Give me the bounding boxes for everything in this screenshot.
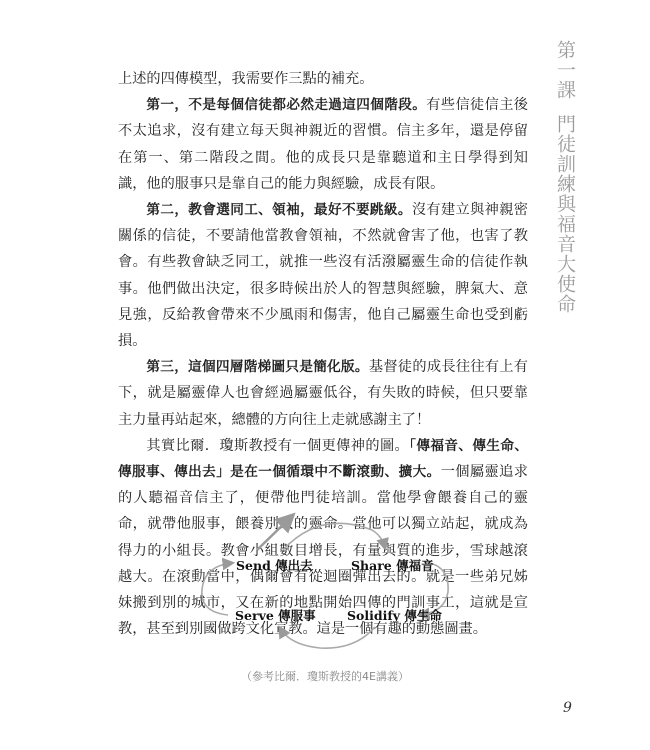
paragraph-point-2: 第二，教會選同工、領袖，最好不要跳級。沒有建立與神親密關係的信徒，不要請他當教會領袖，不然就會害了他，也害了教會。有些教會缺乏同工，就推一些沒有活潑屬靈生命的信徒作執事。他們做出決定，很多時候出於人的智慧與經驗，脾氣大、意見強，反給教會帶來不少風雨和傷害，他自己屬靈生命也受到虧損。 [118, 202, 528, 350]
paragraph-intro: 上述的四傳模型，我需要作三點的補充。 [118, 71, 374, 87]
paragraph-cycle: 其實比爾．瓊斯教授有一個更傳神的圖。「傳福音、傳生命、傳服事、傳出去」是在一個循環中不斷滾動、擴大。一個屬靈追求的人聽福音信主了，便帶他門徒培訓。當他學會餵養自己的靈命，就帶他服事，餵養別人的靈命。當他可以獨立站起，就成為得力的小組長。教會小組數目增長，有量與質的進步，雪球越滾越大。在滾動當中，偶爾會有從迴圈彈出去的。就是一些弟兄姊妹搬到別的城市，又在新的地點開始四傳的門訓事工，這就是宣教，甚至到別國做跨文化宣教。這是一個有趣的動態圖畫。 [118, 437, 528, 638]
point-3-heading: 第三，這個四層階梯圖只是簡化版。 [146, 359, 369, 376]
body-text [118, 66, 528, 642]
page-number: 9 [563, 700, 572, 716]
point-2-heading: 第二，教會選同工、領袖，最好不要跳級。 [146, 202, 412, 219]
node-solidify: Solidify 傳生命 [347, 608, 442, 623]
point-1-heading: 第一，不是每個信徒都必然走過這四個階段。 [146, 97, 427, 114]
lesson-title: 門徒訓練與福音大使命 [554, 114, 576, 314]
node-serve: Serve 傳服事 [235, 608, 316, 623]
node-share: Share 傳福音 [351, 558, 434, 573]
paragraph-point-1: 第一，不是每個信徒都必然走過這四個階段。有些信徒信主後不太追求，沒有建立每天與神親近的習慣。信主多年，還是停留在第一、第二階段之間。他的成長只是靠聽道和主日學得到知識，他的服事只是靠自己的能力與經驗，成長有限。 [118, 97, 528, 192]
paragraph-point-3: 第三，這個四層階梯圖只是簡化版。基督徒的成長往往有上有下，就是屬靈偉人也會經過屬靈低谷，有失敗的時候，但只要靠主力量再站起來，總體的方向往上走就感謝主了！ [118, 359, 528, 428]
node-send: Send 傳出去 [236, 558, 313, 573]
figure-caption: （參考比爾．瓊斯教授的4E講義） [241, 670, 409, 683]
chapter-side-header [554, 40, 579, 314]
cycle-heading: 「傳福音、傳生命、傳服事、傳出去」是在一個循環中不斷滾動、擴大。 [118, 437, 528, 481]
lesson-label: 第一課 [554, 40, 576, 100]
